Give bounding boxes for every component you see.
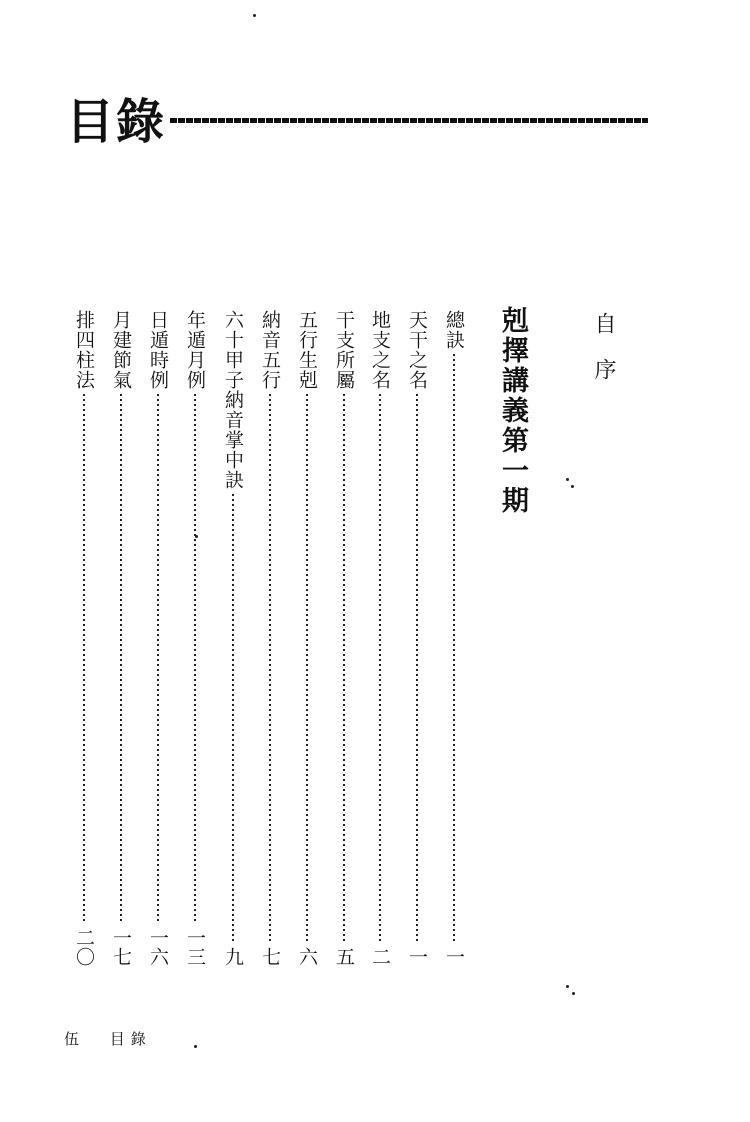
toc-entry-page: 五 [333, 947, 355, 966]
print-speck [195, 535, 198, 538]
leader-dots [194, 394, 196, 924]
toc-entry-label: 干支所屬 [333, 310, 355, 390]
footer-page-number: 伍 [64, 1030, 86, 1048]
leader-dots [83, 394, 85, 924]
toc-entry-page: 一三 [184, 928, 206, 966]
page-title: 目錄 [66, 94, 167, 150]
toc-entry [220, 310, 246, 966]
toc-entry-page: 七 [259, 947, 281, 966]
toc-entry [367, 310, 393, 966]
toc-entry [108, 310, 134, 966]
leader-dots [453, 354, 455, 943]
toc-entry [182, 310, 208, 966]
toc-entry [145, 310, 171, 966]
leader-dots [416, 394, 418, 943]
print-speck [566, 478, 569, 481]
leader-dots [120, 394, 122, 924]
toc-entry-page: 二 [369, 947, 391, 966]
toc-entry-label: 日遁時例 [147, 310, 169, 390]
toc-entry [294, 310, 320, 966]
toc-entry [404, 310, 430, 966]
toc-entry-label: 地支之名 [369, 310, 391, 390]
toc-entry-label: 納音五行 [259, 310, 281, 390]
toc-entry-label: 五行生剋 [296, 310, 318, 390]
toc-entry-page: 六 [296, 947, 318, 966]
print-speck [253, 14, 256, 17]
toc-entry [331, 310, 357, 966]
print-speck [194, 1045, 197, 1048]
preface-entry: 自序 [591, 312, 616, 404]
leader-dots [269, 394, 271, 943]
leader-dots [232, 494, 234, 943]
toc-entry-page: 九 [222, 947, 244, 966]
page-footer [64, 1028, 152, 1049]
toc-entry-page: 一六 [147, 928, 169, 966]
title-rule [170, 118, 648, 123]
toc-entry [257, 310, 283, 966]
toc-entry [71, 310, 97, 966]
toc-entry-label: 總訣 [443, 310, 465, 350]
toc-entry-label: 月建節氣 [110, 310, 132, 390]
print-speck [566, 985, 569, 988]
leader-dots [306, 394, 308, 943]
toc-entry-page: 一七 [110, 928, 132, 966]
toc-entry-label: 年遁月例 [184, 310, 206, 390]
toc-entry-page: 二〇 [73, 928, 95, 966]
print-speck [572, 992, 575, 995]
toc-entry-label: 六十甲子納音掌中訣 [222, 310, 244, 490]
section-heading: 剋擇講義第一期 [497, 306, 528, 516]
toc-entry [441, 310, 467, 966]
footer-running-title: 目錄 [109, 1030, 152, 1048]
leader-dots [157, 394, 159, 924]
leader-dots [343, 394, 345, 943]
toc-entry-page: 一 [443, 947, 465, 966]
toc-entry-label: 排四柱法 [73, 310, 95, 390]
leader-dots [379, 394, 381, 943]
print-speck [571, 485, 574, 488]
toc-entry-page: 一 [406, 947, 428, 966]
toc-entry-label: 天干之名 [406, 310, 428, 390]
